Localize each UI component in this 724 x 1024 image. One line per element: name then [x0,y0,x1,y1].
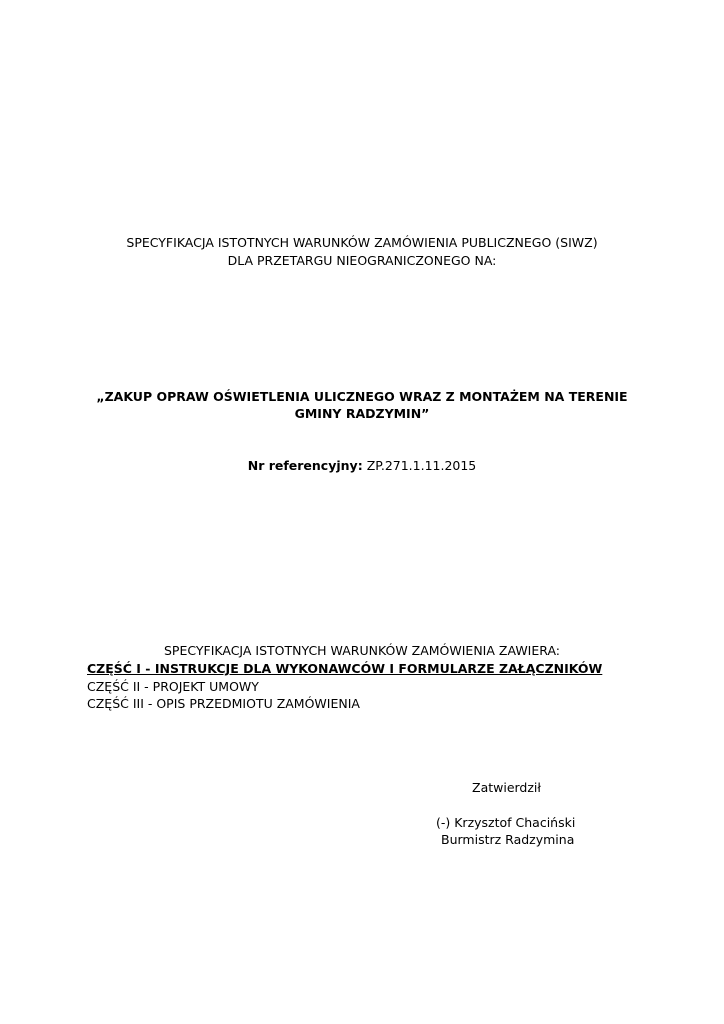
reference-value: ZP.271.1.11.2015 [366,458,477,473]
contents-heading: SPECYFIKACJA ISTOTNYCH WARUNKÓW ZAMÓWIENIA ZAWIERA: [164,643,560,658]
reference-label: Nr referencyjny: [247,458,363,473]
contents-part-3: CZĘŚĆ III - OPIS PRZEDMIOTU ZAMÓWIENIA [87,696,360,711]
approver-title: Burmistrz Radzymina [441,832,575,847]
document-title-line-2: DLA PRZETARGU NIEOGRANICZONEGO NA: [227,253,497,268]
contents-part-1: CZĘŚĆ I - INSTRUKCJE DLA WYKONAWCÓW I FORMULARZE ZAŁĄCZNIKÓW [87,661,603,676]
approval-label: Zatwierdził [472,780,541,795]
subject-title-line-2: GMINY RADZYMIN” [294,406,430,421]
subject-title-line-1: „ZAKUP OPRAW OŚWIETLENIA ULICZNEGO WRAZ Z MONTAŻEM NA TERENIE [96,389,628,404]
approver-name: (-) Krzysztof Chaciński [436,815,576,830]
document-title-line-1: SPECYFIKACJA ISTOTNYCH WARUNKÓW ZAMÓWIENIA PUBLICZNEGO (SIWZ) [126,235,598,250]
reference-number [0,458,724,474]
contents-part-2: CZĘŚĆ II - PROJEKT UMOWY [87,679,259,694]
